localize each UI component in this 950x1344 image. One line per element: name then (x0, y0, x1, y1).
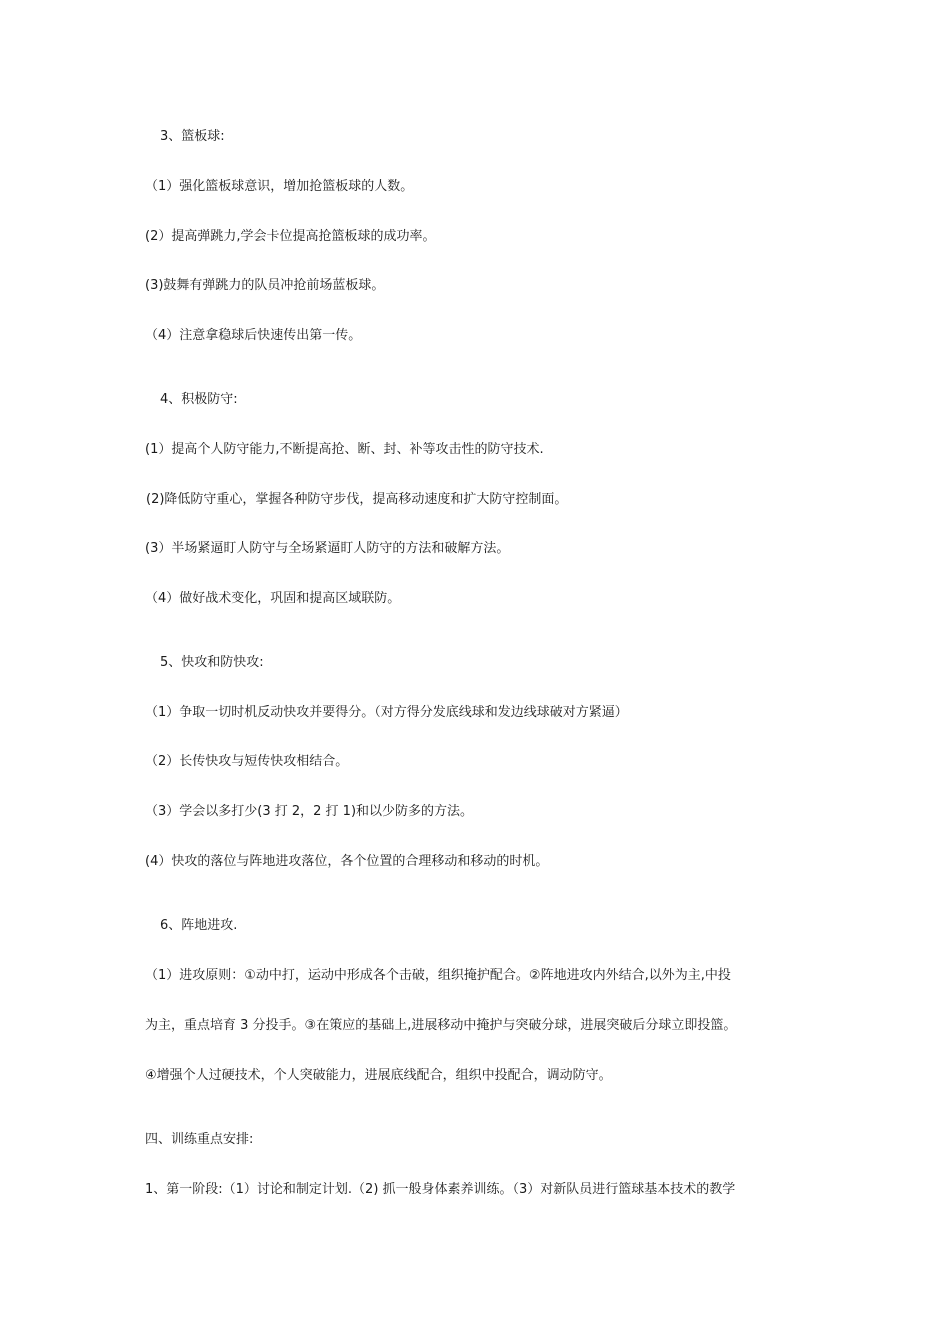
paragraph-line: （3）学会以多打少(3 打 2，2 打 1)和以少防多的方法。 (145, 804, 474, 819)
paragraph-line: (1）提高个人防守能力,不断提高抢、断、封、补等攻击性的防守技术. (145, 442, 544, 457)
paragraph-line: 1、第一阶段:（1）讨论和制定计划.（2) 抓一般身体素养训练。（3）对新队员进行篮球基本技术的教学 (145, 1182, 736, 1197)
paragraph-line: (2）提高弹跳力,学会卡位提高抢篮板球的成功率。 (145, 229, 436, 244)
section-heading-rebound: 3、篮板球: (160, 129, 225, 144)
paragraph-line: (2)降低防守重心，掌握各种防守步伐，提高移动速度和扩大防守控制面。 (146, 492, 568, 507)
paragraph-line: （4）注意拿稳球后快速传出第一传。 (145, 328, 362, 343)
paragraph-line: （4）做好战术变化，巩固和提高区域联防。 (145, 591, 401, 606)
section-heading-training: 四、训练重点安排: (145, 1132, 254, 1147)
paragraph-line: ④增强个人过硬技术，个人突破能力，进展底线配合，组织中投配合，调动防守。 (145, 1068, 612, 1083)
paragraph-line: （1）强化篮板球意识，增加抢篮板球的人数。 (145, 179, 414, 194)
paragraph-line: (4）快攻的落位与阵地进攻落位，各个位置的合理移动和移动的时机。 (145, 854, 549, 869)
paragraph-line: （2）长传快攻与短传快攻相结合。 (145, 754, 349, 769)
section-heading-halfcourt: 6、阵地进攻. (160, 918, 238, 933)
paragraph-line: （1）争取一切时机反动快攻并要得分。（对方得分发底线球和发边线球破对方紧逼） (145, 705, 628, 720)
paragraph-line: （1）进攻原则：①动中打，运动中形成各个击破，组织掩护配合。②阵地进攻内外结合,以外为主,中投 (145, 968, 731, 983)
section-heading-fastbreak: 5、快攻和防快攻: (160, 655, 264, 670)
section-heading-defense: 4、积极防守: (160, 392, 238, 407)
paragraph-line: (3）半场紧逼盯人防守与全场紧逼盯人防守的方法和破解方法。 (145, 541, 510, 556)
paragraph-line: (3)鼓舞有弹跳力的队员冲抢前场蓝板球。 (145, 278, 385, 293)
paragraph-line: 为主，重点培育 3 分投手。③在策应的基础上,进展移动中掩护与突破分球，进展突破后分球立即投篮。 (145, 1018, 737, 1033)
